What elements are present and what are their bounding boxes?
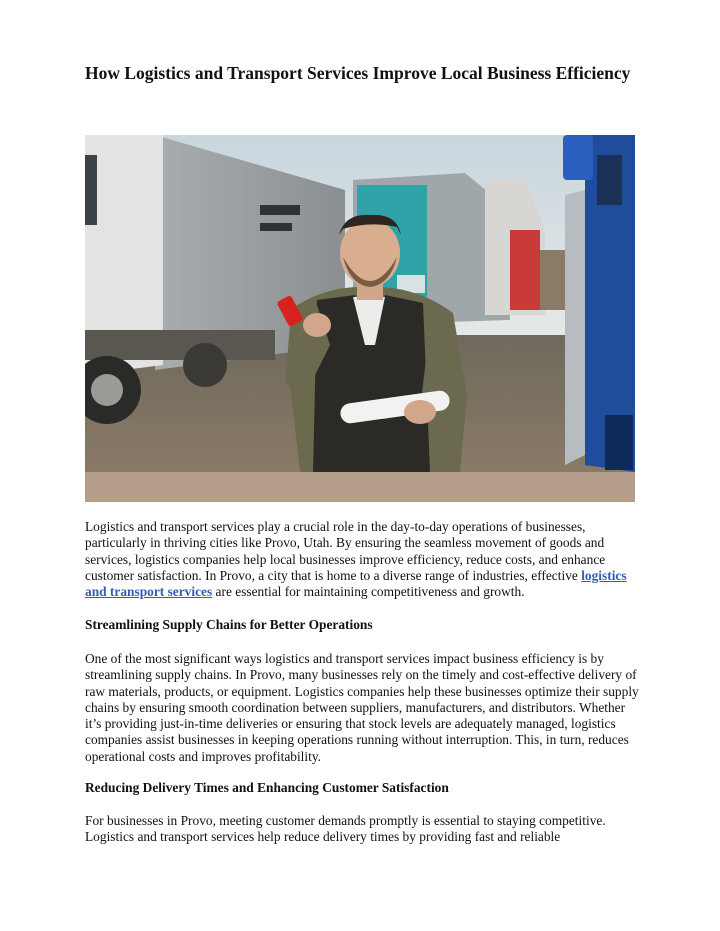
intro-paragraph	[85, 519, 641, 600]
section-heading-delivery-times: Reducing Delivery Times and Enhancing Customer Satisfaction	[85, 780, 449, 795]
article-title: How Logistics and Transport Services Improve Local Business Efficiency	[85, 63, 631, 83]
intro-text: Logistics and transport services play a crucial role in the day-to-day operations of businesses, particularly in thriving cities like Provo, Utah. By ensuring the seamless movement of goods and services, logistics companies help local businesses improve efficiency, reduce costs, and enhance customer satisfaction. In Provo, a city that is home to a diverse range of industries, effective	[85, 519, 606, 583]
delivery-times-paragraph: For businesses in Provo, meeting customer demands promptly is essential to staying competitive. Logistics and transport services help reduce delivery times by providing fast and reliable	[85, 813, 606, 845]
section-heading-supply-chains: Streamlining Supply Chains for Better Operations	[85, 617, 373, 632]
truck-mirror	[563, 135, 593, 180]
supply-chains-paragraph: One of the most significant ways logistics and transport services impact business efficiency is by streamlining supply chains. In Provo, many businesses rely on the timely and cost-effective delivery of raw materials, products, or equipment. Logistics companies help these businesses optimize their supply chains by ensuring smooth coordination between suppliers, manufacturers, and distributors. Whether it’s providing just-in-time deliveries or ensuring that stock levels are adequately managed, logistics companies assist businesses in keeping operations running without interruption. This, in turn, reduces operational costs and improves profitability.	[85, 651, 639, 764]
hero-photo	[85, 135, 635, 502]
intro-text-end: are essential for maintaining competitiveness and growth.	[212, 584, 525, 600]
logistics-services-link[interactable]: logistics and transport services	[85, 567, 627, 600]
photo-bottom-band	[85, 472, 635, 502]
